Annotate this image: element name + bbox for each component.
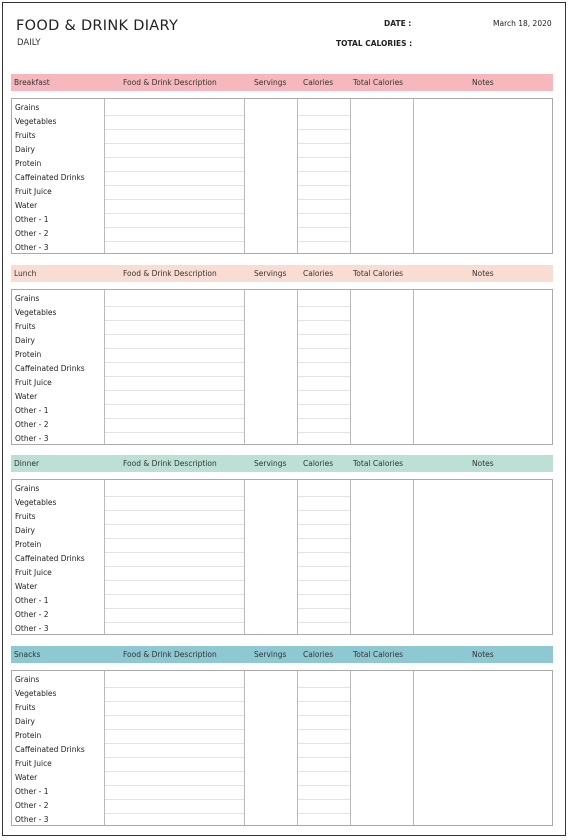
food-category-label: Fruit Juice: [15, 568, 52, 577]
column-divider: [104, 480, 105, 634]
column-divider: [297, 671, 298, 825]
row-divider: [105, 404, 244, 405]
row-divider: [105, 199, 244, 200]
row-divider: [298, 715, 350, 716]
row-divider: [105, 376, 244, 377]
column-total-calories: Total Calories: [353, 78, 404, 87]
row-divider: [298, 566, 350, 567]
row-divider: [298, 362, 350, 363]
row-divider: [105, 496, 244, 497]
column-description: Food & Drink Description: [123, 269, 217, 278]
dinner-entry-table: [11, 479, 553, 635]
column-notes: Notes: [472, 650, 494, 659]
row-divider: [105, 213, 244, 214]
food-category-list: [15, 292, 85, 446]
breakfast-entry-table: [11, 98, 553, 254]
column-divider: [297, 480, 298, 634]
food-category-label: Fruits: [15, 322, 36, 331]
row-divider: [105, 771, 244, 772]
column-divider: [104, 99, 105, 253]
food-category-label: Fruits: [15, 131, 36, 140]
row-divider: [298, 348, 350, 349]
row-divider: [298, 143, 350, 144]
row-divider: [105, 566, 244, 567]
row-divider: [298, 524, 350, 525]
date-value[interactable]: March 18, 2020: [493, 19, 552, 28]
row-divider: [298, 241, 350, 242]
row-divider: [298, 729, 350, 730]
row-divider: [298, 496, 350, 497]
column-description: Food & Drink Description: [123, 650, 217, 659]
food-category-label: Caffeinated Drinks: [15, 745, 85, 754]
column-divider: [413, 99, 414, 253]
food-category-label: Grains: [15, 103, 40, 112]
row-divider: [105, 524, 244, 525]
column-total-calories: Total Calories: [353, 459, 404, 468]
row-divider: [298, 171, 350, 172]
row-divider: [298, 115, 350, 116]
food-category-label: Water: [15, 201, 38, 210]
lunch-entry-table: [11, 289, 553, 445]
column-divider: [350, 671, 351, 825]
meal-name: Dinner: [14, 459, 40, 468]
row-divider: [105, 538, 244, 539]
row-divider: [298, 334, 350, 335]
column-notes: Notes: [472, 459, 494, 468]
row-divider: [105, 227, 244, 228]
food-category-label: Dairy: [15, 145, 35, 154]
row-divider: [298, 306, 350, 307]
row-divider: [105, 185, 244, 186]
column-divider: [413, 480, 414, 634]
food-category-label: Other - 2: [15, 801, 49, 810]
total-calories-label: TOTAL CALORIES :: [336, 39, 413, 48]
row-divider: [105, 418, 244, 419]
row-divider: [105, 799, 244, 800]
column-total-calories: Total Calories: [353, 269, 404, 278]
row-divider: [298, 129, 350, 130]
column-notes: Notes: [472, 78, 494, 87]
food-category-label: Protein: [15, 731, 42, 740]
column-servings: Servings: [254, 78, 287, 87]
row-divider: [298, 608, 350, 609]
row-divider: [105, 241, 244, 242]
food-category-list: [15, 673, 85, 827]
row-divider: [105, 171, 244, 172]
food-category-label: Vegetables: [15, 308, 57, 317]
column-divider: [413, 671, 414, 825]
food-category-list: [15, 482, 85, 636]
row-divider: [105, 129, 244, 130]
row-divider: [105, 390, 244, 391]
row-divider: [105, 622, 244, 623]
row-divider: [298, 757, 350, 758]
column-divider: [104, 290, 105, 444]
row-divider: [105, 594, 244, 595]
row-divider: [298, 622, 350, 623]
food-category-label: Other - 2: [15, 420, 49, 429]
row-divider: [298, 771, 350, 772]
row-divider: [298, 227, 350, 228]
column-divider: [244, 480, 245, 634]
row-divider: [105, 701, 244, 702]
row-divider: [105, 687, 244, 688]
food-category-label: Fruits: [15, 512, 36, 521]
column-total-calories: Total Calories: [353, 650, 404, 659]
column-divider: [244, 99, 245, 253]
food-category-label: Grains: [15, 484, 40, 493]
column-divider: [244, 671, 245, 825]
row-divider: [298, 538, 350, 539]
food-category-label: Protein: [15, 540, 42, 549]
meal-name: Breakfast: [14, 78, 50, 87]
row-divider: [298, 687, 350, 688]
lunch-header-bar: [11, 265, 553, 282]
row-divider: [105, 432, 244, 433]
meal-name: Snacks: [14, 650, 41, 659]
row-divider: [298, 594, 350, 595]
row-divider: [105, 143, 244, 144]
row-divider: [298, 199, 350, 200]
food-category-label: Other - 3: [15, 624, 49, 633]
column-divider: [350, 480, 351, 634]
column-description: Food & Drink Description: [123, 459, 217, 468]
row-divider: [105, 510, 244, 511]
column-calories: Calories: [303, 78, 334, 87]
row-divider: [298, 185, 350, 186]
food-category-label: Water: [15, 773, 38, 782]
row-divider: [105, 348, 244, 349]
column-divider: [350, 290, 351, 444]
row-divider: [298, 580, 350, 581]
row-divider: [105, 362, 244, 363]
food-category-label: Vegetables: [15, 689, 57, 698]
food-category-label: Other - 3: [15, 815, 49, 824]
food-category-label: Grains: [15, 294, 40, 303]
food-category-label: Other - 3: [15, 434, 49, 443]
food-category-label: Fruits: [15, 703, 36, 712]
column-calories: Calories: [303, 269, 334, 278]
food-category-label: Fruit Juice: [15, 187, 52, 196]
row-divider: [298, 510, 350, 511]
row-divider: [298, 157, 350, 158]
food-category-label: Protein: [15, 350, 42, 359]
food-category-label: Other - 2: [15, 610, 49, 619]
row-divider: [298, 376, 350, 377]
food-category-label: Other - 2: [15, 229, 49, 238]
meal-name: Lunch: [14, 269, 37, 278]
food-category-label: Other - 1: [15, 787, 49, 796]
row-divider: [105, 552, 244, 553]
row-divider: [298, 390, 350, 391]
column-servings: Servings: [254, 650, 287, 659]
row-divider: [298, 552, 350, 553]
row-divider: [298, 743, 350, 744]
row-divider: [298, 418, 350, 419]
row-divider: [105, 715, 244, 716]
food-category-label: Caffeinated Drinks: [15, 554, 85, 563]
date-label: DATE :: [384, 19, 412, 28]
food-category-label: Dairy: [15, 336, 35, 345]
column-divider: [104, 671, 105, 825]
food-category-label: Caffeinated Drinks: [15, 364, 85, 373]
row-divider: [105, 306, 244, 307]
row-divider: [105, 785, 244, 786]
column-divider: [297, 99, 298, 253]
row-divider: [298, 813, 350, 814]
dinner-header-bar: [11, 455, 553, 472]
row-divider: [105, 157, 244, 158]
column-divider: [244, 290, 245, 444]
snacks-entry-table: [11, 670, 553, 826]
row-divider: [105, 757, 244, 758]
column-description: Food & Drink Description: [123, 78, 217, 87]
snacks-header-bar: [11, 646, 553, 663]
food-category-label: Vegetables: [15, 117, 57, 126]
column-divider: [413, 290, 414, 444]
row-divider: [298, 785, 350, 786]
row-divider: [105, 580, 244, 581]
row-divider: [105, 729, 244, 730]
page-title: FOOD & DRINK DIARY: [16, 18, 179, 34]
food-category-label: Dairy: [15, 526, 35, 535]
row-divider: [105, 115, 244, 116]
food-category-label: Other - 1: [15, 596, 49, 605]
food-category-label: Other - 1: [15, 215, 49, 224]
food-category-label: Protein: [15, 159, 42, 168]
food-category-label: Other - 1: [15, 406, 49, 415]
food-category-label: Water: [15, 582, 38, 591]
food-category-list: [15, 101, 85, 255]
column-divider: [297, 290, 298, 444]
column-servings: Servings: [254, 459, 287, 468]
breakfast-header-bar: [11, 74, 553, 91]
column-calories: Calories: [303, 459, 334, 468]
column-notes: Notes: [472, 269, 494, 278]
row-divider: [298, 799, 350, 800]
column-servings: Servings: [254, 269, 287, 278]
row-divider: [298, 320, 350, 321]
column-calories: Calories: [303, 650, 334, 659]
page-subtitle: DAILY: [17, 38, 41, 48]
row-divider: [298, 213, 350, 214]
food-category-label: Fruit Juice: [15, 378, 52, 387]
food-category-label: Water: [15, 392, 38, 401]
row-divider: [298, 432, 350, 433]
food-category-label: Fruit Juice: [15, 759, 52, 768]
row-divider: [105, 334, 244, 335]
food-category-label: Caffeinated Drinks: [15, 173, 85, 182]
row-divider: [298, 404, 350, 405]
food-category-label: Dairy: [15, 717, 35, 726]
row-divider: [298, 701, 350, 702]
row-divider: [105, 743, 244, 744]
row-divider: [105, 320, 244, 321]
row-divider: [105, 608, 244, 609]
column-divider: [350, 99, 351, 253]
food-category-label: Other - 3: [15, 243, 49, 252]
row-divider: [105, 813, 244, 814]
food-category-label: Vegetables: [15, 498, 57, 507]
food-category-label: Grains: [15, 675, 40, 684]
